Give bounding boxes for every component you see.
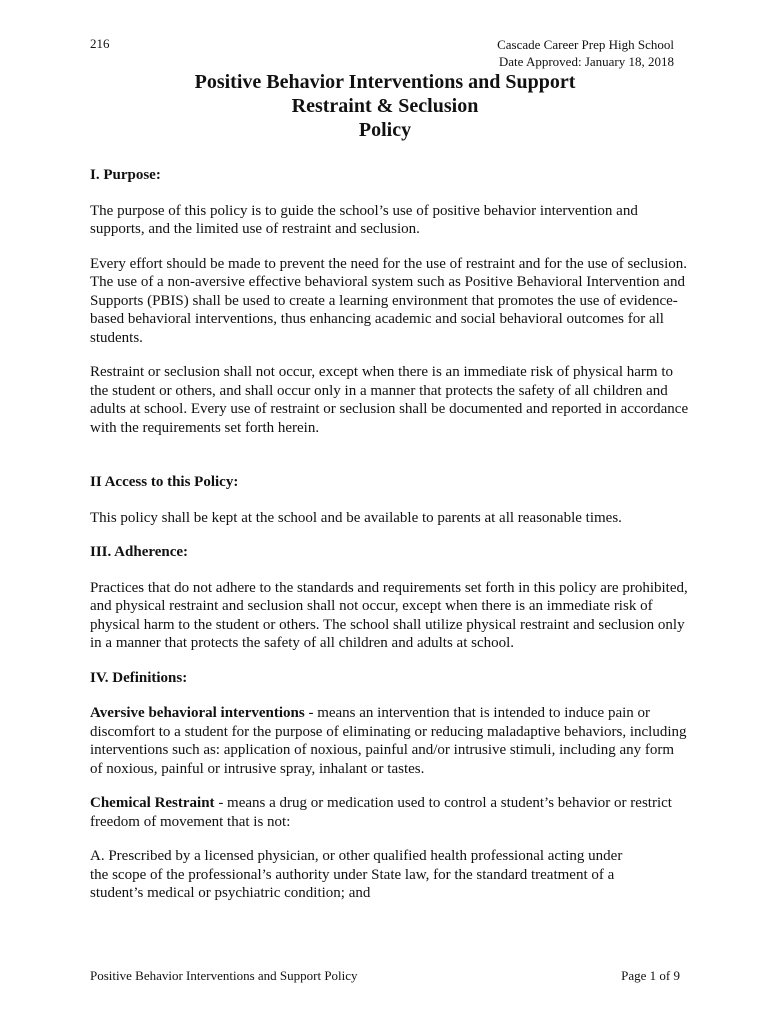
purpose-paragraph-3: Restraint or seclusion shall not occur, except when there is an immediate risk of physical harm to the student or others, and shall occur only in a manner that protects the safety of all children and adults at school. Every use of restraint or seclusion shall be documented and reported in accordance with the requirements set forth herein. xyxy=(90,364,689,436)
adherence-heading: III. Adherence: xyxy=(90,544,189,560)
purpose-heading: I. Purpose: xyxy=(90,167,161,183)
title-line-1: Positive Behavior Interventions and Support xyxy=(194,71,576,93)
access-paragraph: This policy shall be kept at the school and be available to parents at all reasonable times. xyxy=(90,509,622,526)
footer-title: Positive Behavior Interventions and Support Policy xyxy=(90,968,358,983)
school-name: Cascade Career Prep High School xyxy=(497,37,674,52)
document-header xyxy=(497,36,674,70)
adherence-paragraph: Practices that do not adhere to the standards and requirements set forth in this policy are prohibited, and physical restraint and seclusion shall not occur, except when there is an immediate risk of physical harm to the student or others. The school shall utilize physical restraint and seclusion only in a manner that protects the safety of all children and adults at school. xyxy=(90,579,688,651)
definition-item-a: A. Prescribed by a licensed physician, or other qualified health professional acting under the scope of the professional’s authority under State law, for the standard treatment of a student’s medical or psychiatric condition; and xyxy=(90,848,623,901)
access-heading: II Access to this Policy: xyxy=(90,474,239,490)
definition-chemical-text: - means a drug or medication used to control a student’s behavior or restrict freedom of movement that is not: xyxy=(90,795,672,830)
definitions-heading: IV. Definitions: xyxy=(90,669,188,686)
date-approved: Date Approved: January 18, 2018 xyxy=(498,54,674,69)
footer-page-count: Page 1 of 9 xyxy=(621,968,680,983)
definition-aversive xyxy=(90,704,690,778)
definition-aversive-text: - means an intervention that is intended to induce pain or discomfort to a student for the purpose of eliminating or reducing maladaptive behaviors, including interventions such as: application of noxious, painful and/or intrusive stimuli, including any form of noxious, painful or intrusive spray, inhalant or tastes. xyxy=(90,705,687,777)
document-title xyxy=(0,70,770,142)
term-aversive: Aversive behavioral interventions xyxy=(90,705,305,721)
term-chemical-restraint: Chemical Restraint xyxy=(90,795,215,811)
title-line-2: Restraint & Seclusion xyxy=(291,95,479,117)
title-line-3: Policy xyxy=(358,119,412,141)
definition-chemical xyxy=(90,794,690,831)
page-number: 216 xyxy=(90,36,110,51)
purpose-paragraph-1: The purpose of this policy is to guide the school’s use of positive behavior intervention and supports, and the limited use of restraint and seclusion. xyxy=(90,202,638,237)
document-body xyxy=(90,166,690,903)
purpose-paragraph-2: Every effort should be made to prevent the need for the use of restraint and for the use of seclusion. The use of a non-aversive effective behavioral system such as Positive Behavioral Intervention and Supports (PBIS) shall be used to create a learning environment that promotes the use of evidence- based behavioral interventions, thus enhancing academic and social behavioral outcomes for all students. xyxy=(90,255,688,346)
